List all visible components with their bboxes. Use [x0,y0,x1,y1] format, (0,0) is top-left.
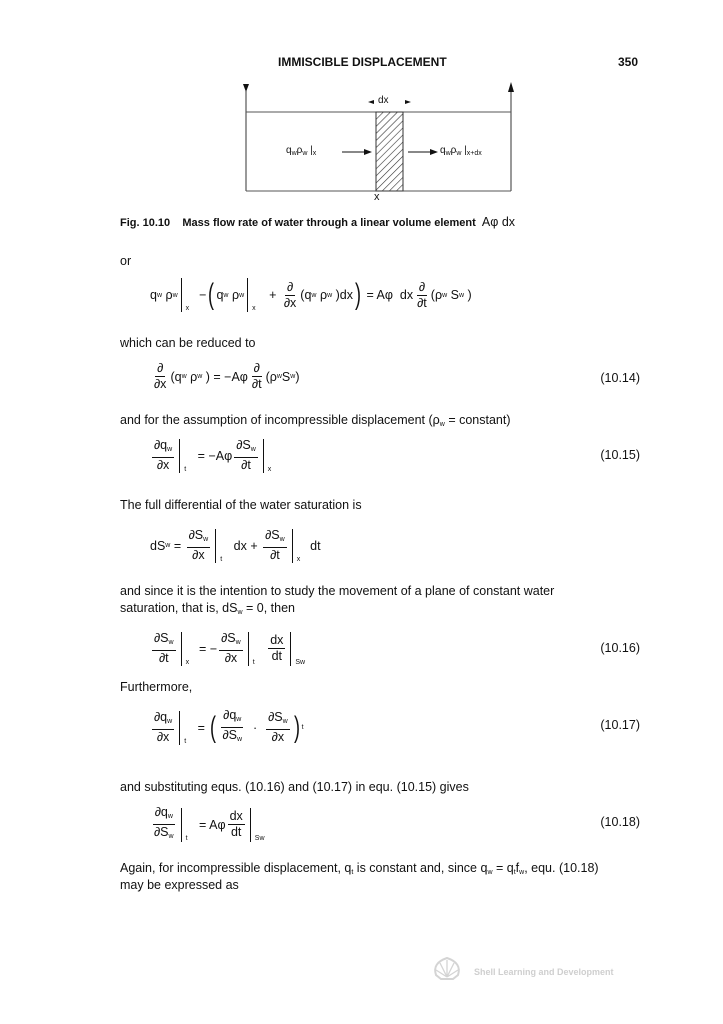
math-subscript: w [156,291,163,299]
math-subscript: w [458,291,465,299]
equation-number: (10.15) [600,448,640,462]
evaluation-bar [181,278,196,312]
math-text: = − [195,641,218,656]
denominator [270,730,286,745]
evaluation-bar [215,529,230,563]
denominator [155,458,171,473]
math-subscript: w [282,718,288,725]
numerator [187,528,211,548]
evaluation-bar [290,632,305,666]
fraction [268,633,285,664]
equation-number: (10.17) [600,718,640,732]
bar-subscript: x [267,465,272,473]
equation-number: (10.18) [600,815,640,829]
paragraph: Again, for incompressible displacement, $q_t$ is constant and, since $q_w = q_tf_w$, equ. (10.18) [120,861,599,876]
math-subscript: w [311,291,317,299]
math-text: ∂ [286,279,294,294]
figure-linear-volume-element [0,0,723,210]
math-text: ∂x [271,730,285,744]
math-subscript: w [236,716,242,723]
bar-subscript: t [184,465,187,473]
math-subscript: w [168,833,174,840]
denominator [270,649,284,664]
math-text: ∂t [251,377,262,391]
dx-label: dx [378,95,389,106]
math-text: ∂t [270,548,280,562]
math-symbol: ρ [434,288,443,302]
numerator [234,438,258,458]
math-text: dx [229,809,243,823]
math-text: ∂t [417,295,427,310]
math-text: dx + [230,538,262,553]
denominator [157,651,171,666]
math-text: ) = −Aφ [202,369,248,384]
math-symbol: ρ [162,288,173,302]
math-text: ∂t [241,458,251,472]
math-symbol: ∂q [223,708,237,722]
math-text: = [194,720,209,735]
fraction [152,805,176,844]
math-symbol: ∂S [268,710,283,724]
bar-subscript: t [252,658,255,666]
evaluation-bar [247,278,262,312]
fraction [187,528,211,563]
evaluation-bar [179,711,194,745]
math-subscript: w [276,373,282,380]
denominator [155,730,171,745]
math-text: ∂x [154,377,167,391]
large-parenthesis: ( [208,278,215,311]
equation-full-differential [150,528,321,563]
math-subscript: w [165,542,171,549]
numerator [263,528,287,548]
math-text: = Aφ [195,817,226,832]
paragraph: Furthermore, [120,680,193,694]
math-text: ∂ [157,361,164,375]
math-text: )dx [332,288,353,302]
numerator [219,631,243,651]
bar-subscript: Sw [254,834,265,842]
math-text: ∂x [224,651,238,665]
evaluation-bar [250,808,265,842]
math-text: dt [230,825,242,839]
math-subscript: w [279,536,285,543]
paragraph: and substituting equs. (10.16) and (10.17) in equ. (10.15) gives [120,780,469,794]
math-subscript: w [236,736,243,743]
math-symbol: ∂q [154,805,168,819]
math-subscript: t [301,724,304,731]
math-text: dt [306,538,321,553]
equation-number: (10.14) [600,371,640,385]
bar-subscript: x [185,658,190,666]
footer-logo-text: Shell Learning and Development [474,967,614,977]
fraction [415,280,429,311]
math-symbol: S [281,369,291,384]
fraction [152,438,174,473]
math-text: ∂ [253,361,260,375]
math-symbol: ρ [316,288,328,302]
math-symbol: ∂S [154,631,169,645]
math-symbol: ρ [228,288,240,302]
math-text: dx [270,633,284,647]
x-label: x [374,191,380,203]
math-subscript: w [167,446,173,453]
math-symbol: q [150,288,157,302]
math-text: ∂x [192,548,205,562]
numerator [266,710,290,730]
math-symbol: S [447,288,459,302]
denominator [229,825,243,840]
math-text: = −Aφ [194,448,233,463]
math-subscript: w [167,813,173,820]
paragraph: may be expressed as [120,878,239,892]
bar-subscript: t [185,834,188,842]
evaluation-bar [263,439,278,473]
fraction [263,528,287,563]
math-subscript: w [172,291,178,299]
bar-subscript: t [220,555,223,563]
denominator [152,825,176,844]
math-text [263,642,266,656]
math-text: ) [464,288,472,302]
evaluation-bar [179,439,194,473]
denominator [223,651,239,666]
numerator [252,361,262,377]
math-symbol: ∂S [188,528,204,542]
math-subscript: w [203,536,209,543]
math-text: = Aφ dx [362,288,414,302]
math-subscript: w [239,291,245,299]
math-subscript: w [181,373,187,380]
math-symbol: q [216,288,224,302]
denominator [190,548,206,563]
math-subscript: w [235,639,241,646]
math-text: ∂x [283,295,297,310]
math-subscript: w [197,373,203,380]
math-text: ) [295,369,300,384]
math-subscript: w [167,718,173,725]
numerator [152,631,176,651]
large-parenthesis: ) [354,278,361,311]
math-text: ( [265,369,270,384]
math-text: ( [170,369,175,384]
arrow-up-icon [508,82,514,92]
paragraph: which can be reduced to [120,336,256,350]
denominator [282,296,298,311]
math-subscript: w [290,373,296,380]
fraction [250,361,264,392]
denominator [220,728,244,747]
math-symbol: ∂S [221,631,236,645]
fraction [220,708,244,747]
arrow-right-icon [364,149,372,155]
math-symbol: dS [150,538,166,553]
math-symbol: ∂S [236,438,251,452]
evaluation-bar [248,632,263,666]
denominator [152,377,168,392]
fraction [152,710,174,745]
evaluation-bar [292,529,307,563]
fraction [152,361,168,392]
math-text: ∂ [418,279,426,294]
paragraph: saturation, that is, $dS_w = 0$, then [120,601,295,616]
math-subscript: w [327,291,333,299]
paragraph: and since it is the intention to study the movement of a plane of constant water [120,584,555,598]
shell-logo-icon [432,955,462,983]
math-subscript: w [168,639,174,646]
large-parenthesis: ) [293,710,300,744]
math-text: − [195,288,207,302]
numerator [152,710,174,730]
math-symbol: q [174,369,182,384]
math-subscript: w [223,291,229,299]
numerator [221,708,243,728]
numerator [153,805,175,825]
numerator [268,633,285,649]
bar-subscript: x [252,305,256,312]
equation-10-16 [150,631,305,666]
math-text: = [170,538,185,553]
arrow-down-icon [243,84,249,92]
text-or: or [120,254,132,268]
equation-number: (10.16) [600,641,640,655]
denominator [239,458,253,473]
hatched-volume-element [376,112,403,191]
paragraph: and for the assumption of incompressible displacement ($\rho_w$ = constant) [120,413,511,428]
bar-subscript: t [184,737,187,745]
outflow-label: $q_w\rho_w$ $|_{x+dx}$ [440,145,482,157]
page-number: 350 [618,55,639,69]
fraction [234,438,258,473]
evaluation-bar [181,808,196,842]
fraction [219,631,243,666]
math-text: ∂x [156,730,170,744]
math-text: ∂t [158,651,169,665]
large-parenthesis: ( [210,710,217,744]
math-subscript: w [250,446,256,453]
math-text: dt [271,649,282,663]
evaluation-bar [181,632,196,666]
fraction [282,280,298,311]
equation-10-15 [150,438,278,473]
numerator [152,438,174,458]
equation-10-18 [150,805,265,844]
math-symbol: ∂q [154,710,168,724]
bar-subscript: Sw [295,658,306,666]
math-text: ( [300,288,305,302]
fraction [266,710,290,745]
math-symbol: ρ [269,369,277,384]
denominator [268,548,282,563]
denominator [250,377,264,392]
math-symbol: ∂S [154,825,169,839]
math-subscript: w [442,291,448,299]
math-text: ( [430,288,435,302]
paragraph: The full differential of the water saturation is [120,498,362,512]
inflow-label: $q_w\rho_w$ $|_x$ [286,145,317,157]
numerator [155,361,165,377]
math-symbol: q [304,288,312,302]
math-symbol: ∂S [265,528,280,542]
numerator [417,280,427,296]
math-text: · [246,720,265,735]
numerator [228,809,245,825]
math-symbol: ∂q [154,438,168,452]
math-symbol: ∂S [222,728,237,742]
bar-subscript: x [296,555,301,563]
bar-subscript: x [185,305,190,312]
denominator [415,296,429,311]
math-text: ∂x [156,458,170,472]
numerator [285,280,295,296]
equation-mass-balance [150,278,472,312]
math-symbol: ρ [186,369,198,384]
arrow-right-icon [430,149,438,155]
running-header: IMMISCIBLE DISPLACEMENT [278,55,447,69]
math-text: + [262,288,280,302]
equation-10-17 [150,708,304,747]
fraction [152,631,176,666]
figure-caption: Fig. 10.10 Mass flow rate of water through a linear volume element Aφ dx [120,215,516,229]
fraction [228,809,245,840]
equation-10-14 [150,361,300,392]
